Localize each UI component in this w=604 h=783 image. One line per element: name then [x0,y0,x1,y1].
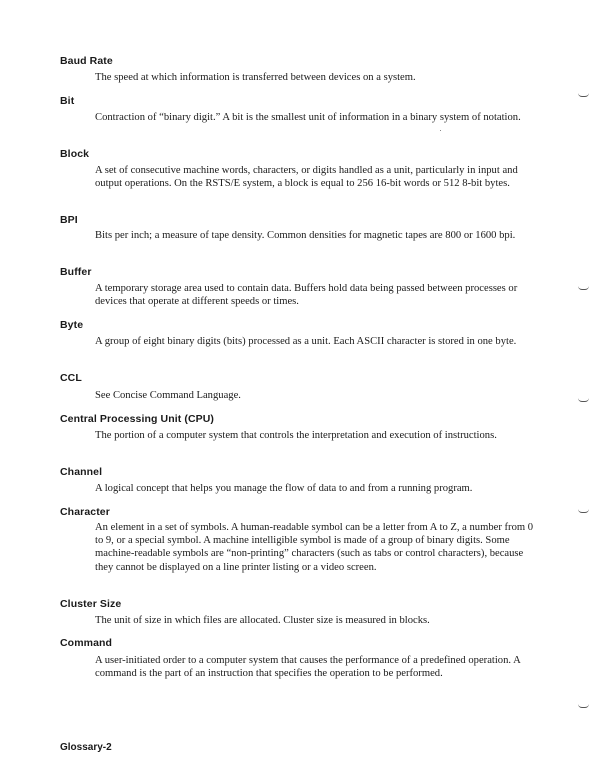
term-channel: Channel [60,466,103,478]
definition-cpu: The portion of a computer system that controls the interpretation and execution of instructions. [95,430,497,441]
definition-bpi: Bits per inch; a measure of tape density. Common densities for magnetic tapes are 800 or 1600 bpi. [95,230,516,241]
margin-mark [578,93,589,97]
term-cluster-size: Cluster Size [60,598,122,610]
term-character: Character [60,506,110,518]
definition-baud-rate: The speed at which information is transferred between devices on a system. [95,72,416,83]
definition-byte: A group of eight binary digits (bits) processed as a unit. Each ASCII character is stored in one byte. [95,336,517,347]
margin-mark [578,704,589,708]
margin-mark [578,398,589,402]
margin-mark [578,286,589,290]
page-footer-label: Glossary-2 [60,742,112,753]
definition-block: A set of consecutive machine words, characters, or digits handled as a unit, particularly in input and output operations. On the RSTS/E system, a block is equal to 256 16-bit words or 512 8-bit bytes. [95,165,518,190]
definition-bit: Contraction of “binary digit.” A bit is the smallest unit of information in a binary system of notation. [95,112,521,123]
term-buffer: Buffer [60,266,92,278]
term-byte: Byte [60,319,84,331]
term-bit: Bit [60,95,75,107]
scan-speck [440,130,441,131]
margin-mark [578,509,589,513]
term-block: Block [60,148,90,160]
term-bpi: BPI [60,214,78,226]
definition-character: An element in a set of symbols. A human-readable symbol can be a letter from A to Z, a number from 0 to 9, or a special symbol. A machine intelligible symbol is made of a group of binary digits. Some machine-readable symbols are “non-printing” characters (such as tabs or control characters), because they cannot be displayed on a line printer listing or a video screen. [95,522,534,573]
term-cpu: Central Processing Unit (CPU) [60,413,215,425]
definition-channel: A logical concept that helps you manage the flow of data to and from a running program. [95,483,473,494]
term-ccl: CCL [60,372,82,384]
definition-cluster-size: The unit of size in which files are allocated. Cluster size is measured in blocks. [95,615,430,626]
term-command: Command [60,637,113,649]
definition-ccl: See Concise Command Language. [95,390,241,401]
definition-buffer: A temporary storage area used to contain data. Buffers hold data being passed between processes or devices that operate at different speeds or times. [95,283,518,308]
term-baud-rate: Baud Rate [60,55,113,67]
definition-command: A user-initiated order to a computer system that causes the performance of a predefined operation. A command is the part of an instruction that specifies the operation to be performed. [95,655,521,680]
